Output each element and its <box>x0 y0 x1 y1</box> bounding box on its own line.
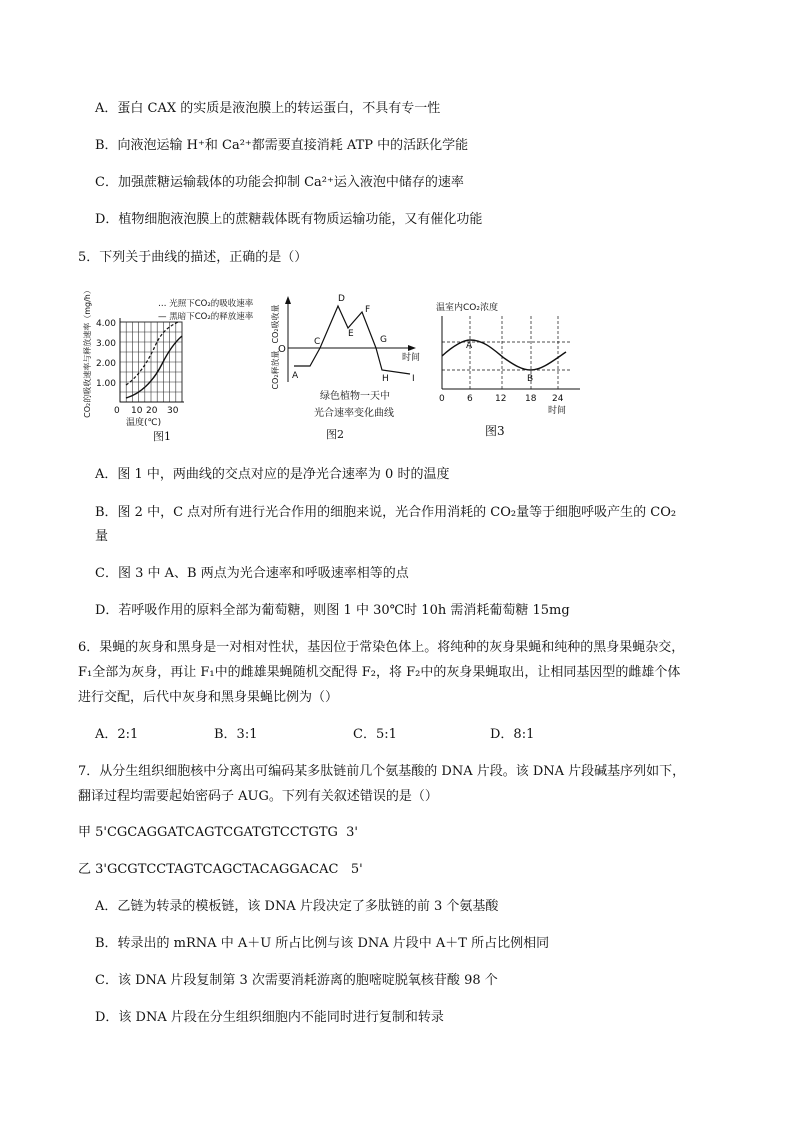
fig2-subtitle-2: 光合速率变化曲线 <box>314 408 394 419</box>
q5-stem: 5．下列关于曲线的描述，正确的是（） <box>78 250 308 265</box>
fig1-ytick: 1.00 <box>95 379 116 389</box>
fig2-point-h: H <box>382 374 389 384</box>
q6-option-b: B．3:1 <box>214 727 258 742</box>
fig1-ytick: 2.00 <box>95 359 116 369</box>
fig2-caption: 图2 <box>326 428 344 441</box>
fig2-point-e: E <box>348 329 354 339</box>
figure-3 <box>432 290 587 444</box>
q6-stem-line-1: 6．果蝇的灰身和黑身是一对相对性状，基因位于常染色体上。将纯种的灰身果蝇和纯种的黑身果蝇杂交， <box>78 640 685 655</box>
q6-stem-line-3: 进行交配，后代中灰身和黑身果蝇比例为（） <box>78 690 339 705</box>
fig1-light-curve <box>126 322 178 385</box>
fig3-caption: 图3 <box>485 424 505 438</box>
q7-option-a: A．乙链为转录的模板链，该 DNA 片段决定了多肽链的前 3 个氨基酸 <box>95 899 499 914</box>
q4-option-a: A．蛋白 CAX 的实质是液泡膜上的转运蛋白，不具有专一性 <box>95 101 441 116</box>
fig2-origin: O <box>278 344 286 355</box>
fig1-xtick: 20 <box>146 406 158 416</box>
q5-option-d: D．若呼吸作用的原料全部为葡萄糖，则图 1 中 30℃时 10h 需消耗葡萄糖 15mg <box>95 603 570 618</box>
fig2-curve <box>294 306 410 374</box>
q6-stem-line-2: F₁全部为灰身，再让 F₁中的雌雄果蝇随机交配得 F₂，将 F₂中的灰身果蝇取出，让相同基因型的雌雄个体 <box>78 665 681 680</box>
q7-stem-line-1: 7．从分生组织细胞核中分离出可编码某多肽链前几个氨基酸的 DNA 片段。该 DNA 片段碱基序列如下， <box>78 764 686 779</box>
fig1-xtick: 30 <box>167 406 179 416</box>
fig1-xlabel: 温度(℃) <box>126 418 162 428</box>
fig2-point-d: D <box>338 294 345 304</box>
q6-option-c: C．5:1 <box>353 727 397 742</box>
q6-option-d: D．8:1 <box>490 727 535 742</box>
fig3-xtick: 18 <box>525 394 537 404</box>
fig3-point-a: A <box>466 341 473 351</box>
fig3-xtick: 0 <box>439 394 445 404</box>
fig3-xtick: 24 <box>552 394 564 404</box>
q4-option-d: D．植物细胞液泡膜上的蔗糖载体既有物质运输功能，又有催化功能 <box>95 212 483 227</box>
fig2-point-c: C <box>314 337 321 347</box>
figure-1 <box>78 282 278 451</box>
fig2-point-f: F <box>365 305 371 315</box>
fig1-ylabel: CO₂的吸收速率与释放速率（mg/h） <box>83 286 92 418</box>
fig1-dark-curve <box>126 336 182 398</box>
fig1-xtick: 10 <box>131 406 143 416</box>
fig2-point-a: A <box>292 371 299 381</box>
q4-option-b: B．向液泡运输 H⁺和 Ca²⁺都需要直接消耗 ATP 中的活跃化学能 <box>95 138 469 153</box>
q7-strand-b: 乙 3'GCGTCCTAGTCAGCTACAGGACAC 5' <box>78 862 363 877</box>
fig1-ytick: 4.00 <box>95 319 116 329</box>
q6-option-a: A．2:1 <box>95 727 139 742</box>
q5-option-b: B．图 2 中，C 点对所有进行光合作用的细胞来说，光合作用消耗的 CO₂量等于细胞呼吸产生的 CO₂ <box>95 505 677 520</box>
fig1-legend-light: … 光照下CO₂的吸收速率 <box>158 299 254 309</box>
fig1-ytick: 3.00 <box>95 339 116 349</box>
fig1-grid <box>120 322 182 402</box>
fig3-xtick: 6 <box>467 394 473 404</box>
fig1-xtick: 0 <box>114 406 120 416</box>
q4-option-c: C．加强蔗糖运输载体的功能会抑制 Ca²⁺运入液泡中储存的速率 <box>95 175 464 190</box>
fig3-point-b: B <box>527 374 534 384</box>
fig2-ylabel-top: CO₂吸收量 <box>271 304 280 344</box>
fig2-point-g: G <box>380 335 387 345</box>
fig2-xlabel: 时间 <box>402 353 421 363</box>
fig3-ylabel: 温室内CO₂浓度 <box>436 303 498 313</box>
q5-option-b-cont: 量 <box>95 529 109 544</box>
fig2-subtitle-1: 绿色植物一天中 <box>320 391 390 402</box>
q5-option-a: A．图 1 中，两曲线的交点对应的是净光合速率为 0 时的温度 <box>95 467 450 482</box>
figure-2 <box>270 282 435 451</box>
fig3-xlabel: 时间 <box>548 406 567 416</box>
q7-option-d: D．该 DNA 片段在分生组织细胞内不能同时进行复制和转录 <box>95 1010 444 1025</box>
q7-stem-line-2: 翻译过程均需要起始密码子 AUG。下列有关叙述错误的是（） <box>78 789 438 804</box>
fig2-ylabel-bottom: CO₂释放量 <box>271 350 280 390</box>
q7-strand-a: 甲 5'CGCAGGATCAGTCGATGTCCTGTG 3' <box>78 825 359 840</box>
fig3-curve <box>442 340 566 370</box>
q5-option-c: C．图 3 中 A、B 两点为光合速率和呼吸速率相等的点 <box>95 566 409 581</box>
fig3-xtick: 12 <box>495 394 507 404</box>
q7-option-c: C．该 DNA 片段复制第 3 次需要消耗游离的胞嘧啶脱氧核苷酸 98 个 <box>95 973 498 988</box>
fig1-caption: 图1 <box>153 430 171 443</box>
fig2-point-i: I <box>412 374 415 384</box>
q7-option-b: B．转录出的 mRNA 中 A＋U 所占比例与该 DNA 片段中 A＋T 所占比例相同 <box>95 936 550 951</box>
fig1-legend-dark: — 黑暗下CO₂的释放速率 <box>158 312 254 322</box>
